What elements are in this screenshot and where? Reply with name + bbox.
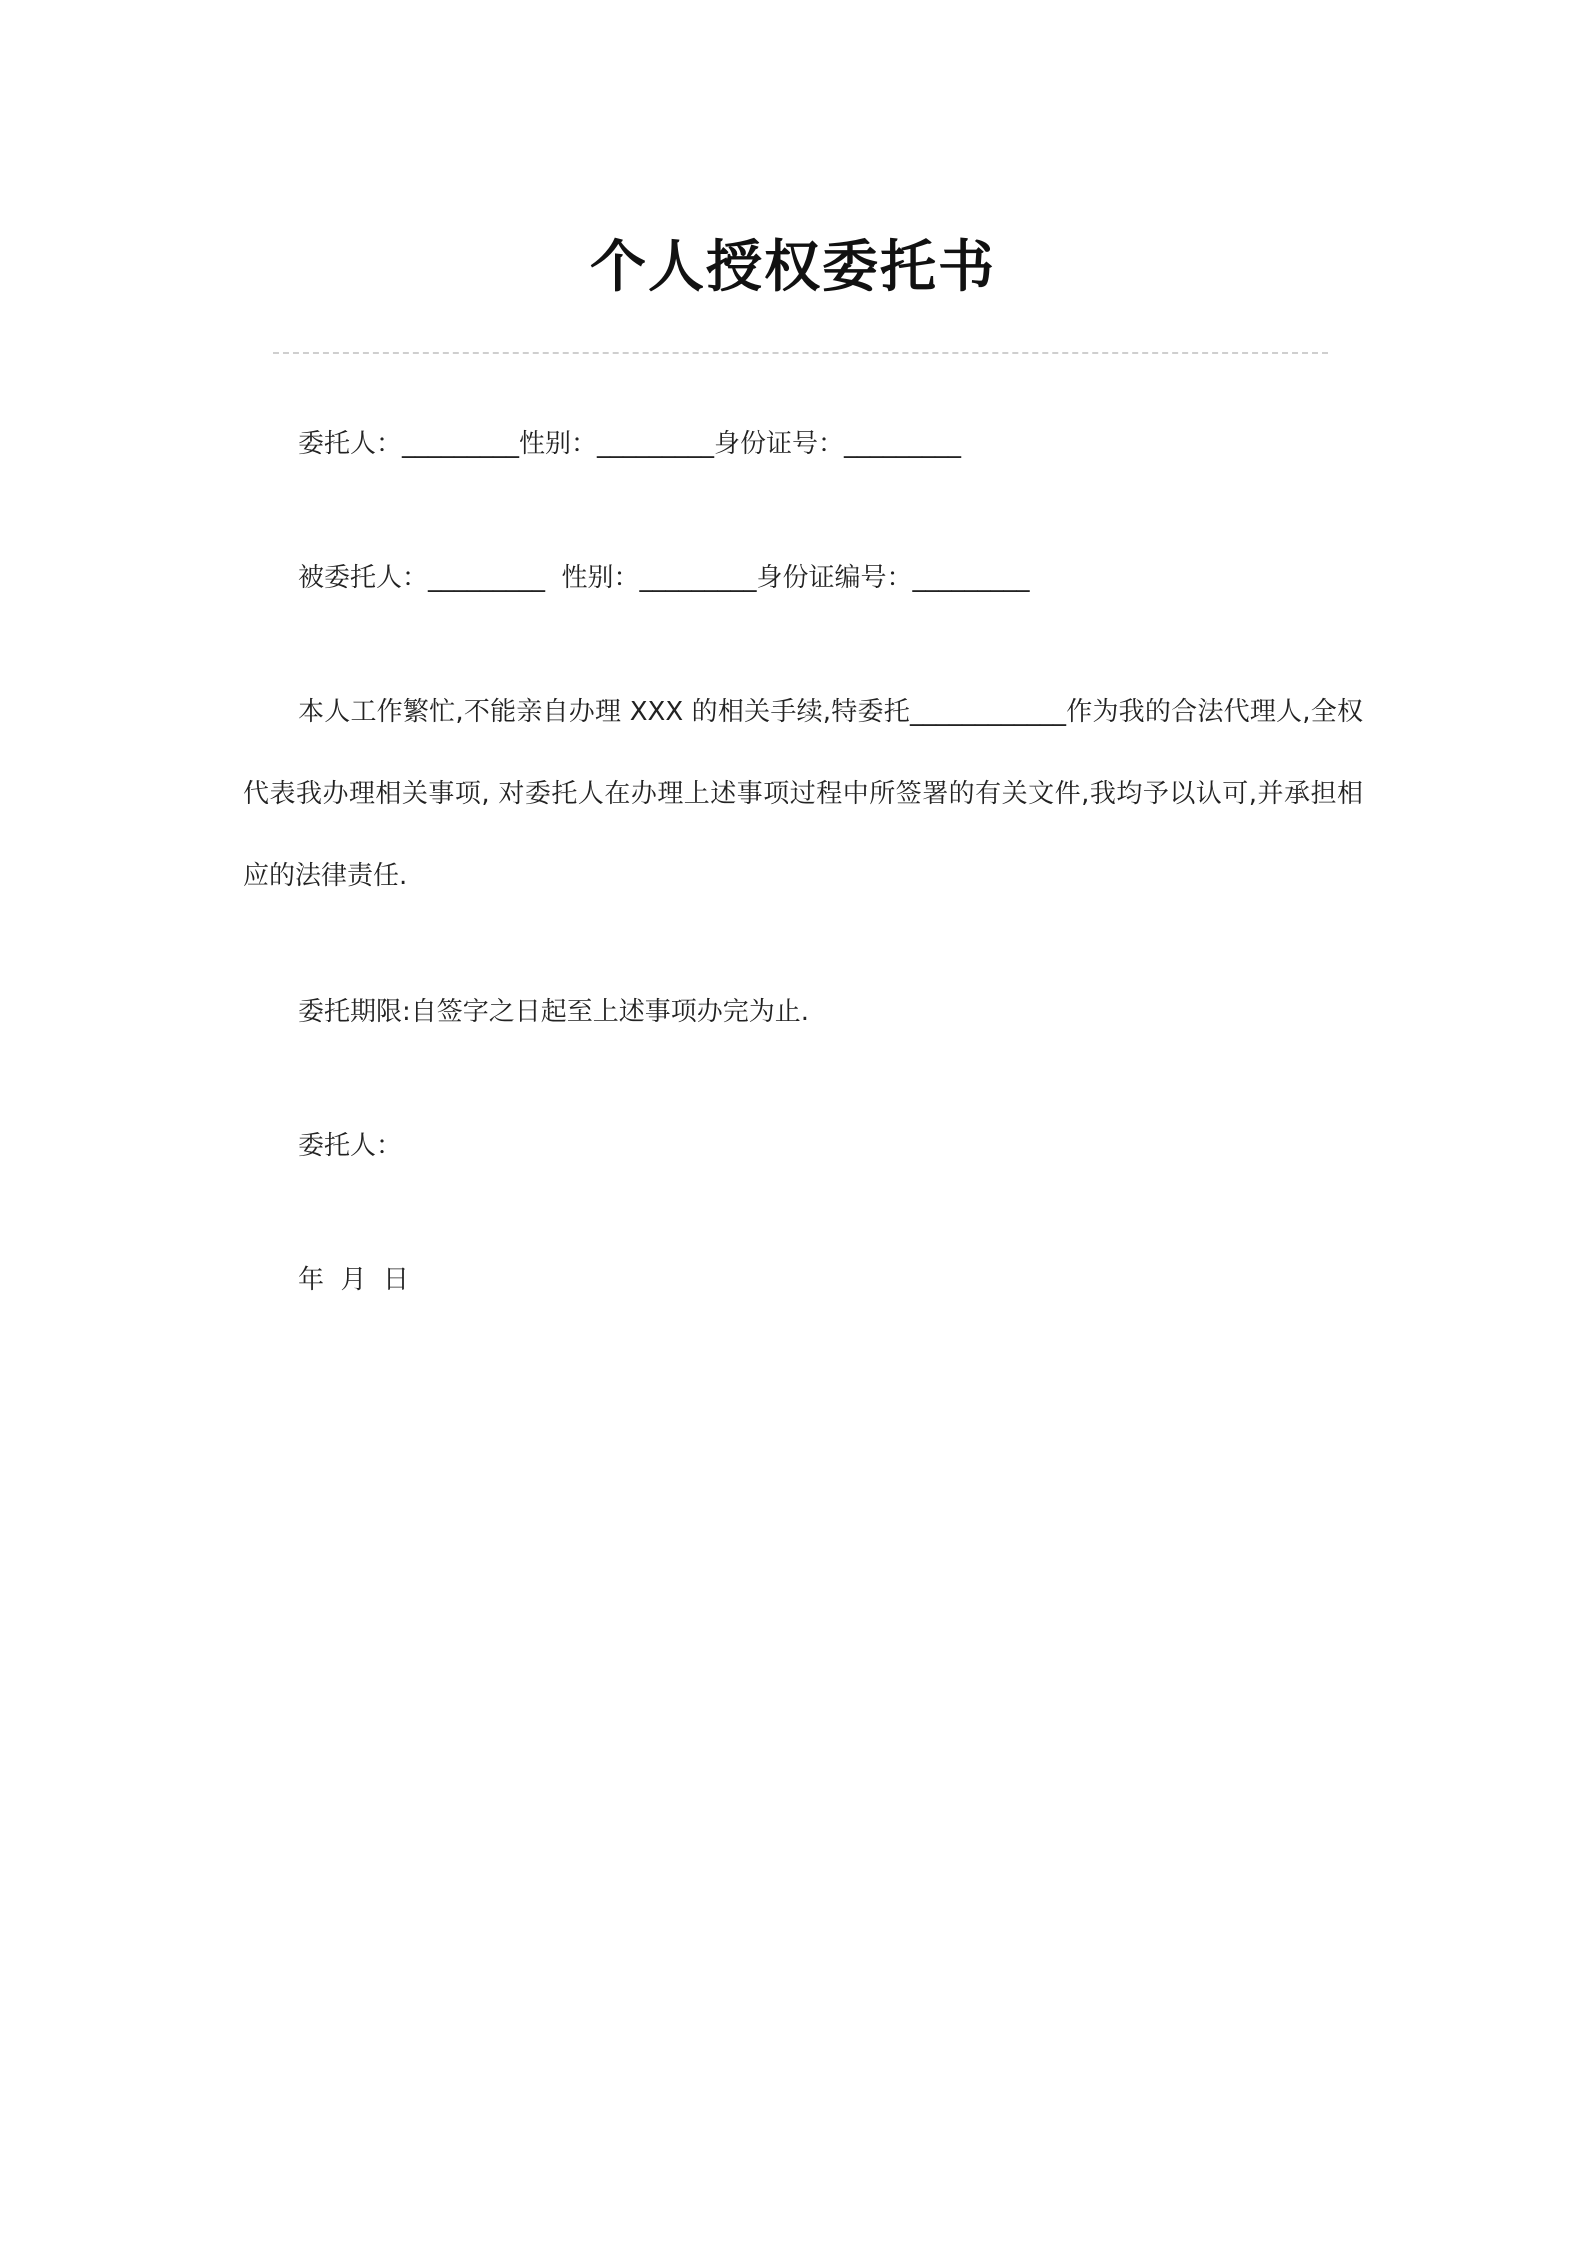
date-line: 年 月 日 bbox=[298, 1265, 410, 1295]
principal-info-line: 委托人：_________性别：_________身份证号：_________ bbox=[298, 429, 962, 459]
title-divider bbox=[273, 352, 1328, 354]
signature-label: 委托人： bbox=[298, 1131, 403, 1161]
authorization-paragraph: 本人工作繁忙,不能亲自办理 XXX 的相关手续,特委托____________作为我的合法代理人,全权代表我办理相关事项, 对委托人在办理上述事项过程中所签署的有关文件,我均予以认可,并承担相应的法律责任. bbox=[243, 697, 1363, 891]
agent-info-line: 被委托人：_________ 性别：_________身份证编号：_________ bbox=[298, 563, 1030, 593]
document-title: 个人授权委托书 bbox=[590, 235, 996, 300]
term-line: 委托期限:自签字之日起至上述事项办完为止. bbox=[298, 997, 810, 1027]
